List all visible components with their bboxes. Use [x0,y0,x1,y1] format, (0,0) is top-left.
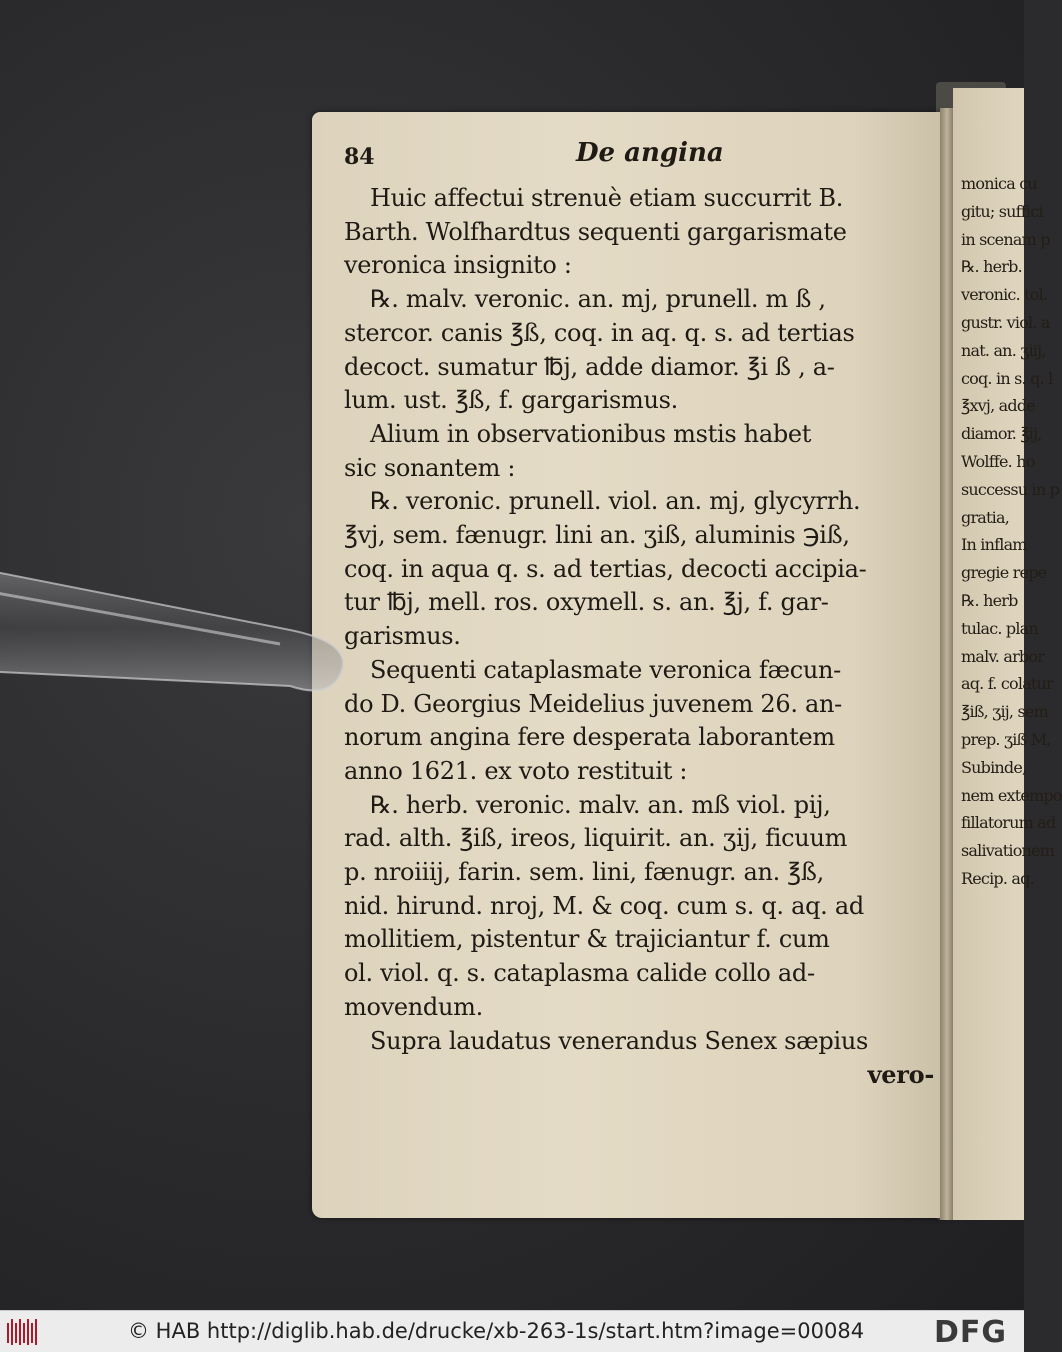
text-line: veronica insignito : [344,251,572,280]
right-page-line: gustr. viol. a [961,312,1050,332]
right-page-line: coq. in s. q. l [961,368,1053,388]
text-line: anno 1621. ex voto restituit : [344,756,688,785]
right-page-line: gregie repe [961,563,1047,583]
text-line: Barth. Wolfhardtus sequenti gargarismate [344,217,847,246]
glass-spatula-icon [0,560,360,710]
right-page-text [953,170,1062,893]
right-page-line: In inflam [961,535,1027,555]
text-line: garismus. [344,622,461,651]
footer-citation: © HAB http://diglib.hab.de/drucke/xb-263-1s/start.htm?image=00084 [128,1319,865,1343]
right-page-line: nat. an. ʒiij, [961,340,1046,360]
body-text [344,182,940,1058]
right-page-line: gitu; suffici [961,201,1043,221]
text-line: Supra laudatus venerandus Senex sæpius [370,1026,869,1055]
dfg-logo: DFG [934,1315,1008,1350]
text-line: ℞. veronic. prunell. viol. an. mj, glycyrrh. [370,487,861,516]
right-page-line: veronic. tol. [961,285,1048,305]
right-page-line: tulac. plan [961,618,1038,638]
hab-logo-icon [6,1317,40,1347]
text-line: ℞. malv. veronic. an. mj, prunell. m ß , [370,285,826,314]
text-line: p. nroiiij, farin. sem. lini, fænugr. an. ℥ß, [344,858,824,887]
text-line: ℥vj, sem. fænugr. lini an. ʒiß, aluminis ℈iß, [344,521,850,550]
text-line: Sequenti cataplasmate veronica fæcun- [370,655,841,684]
page-number: 84 [344,144,375,170]
right-page-line: gratia, [961,507,1010,527]
right-page-line: ℞. herb [961,590,1018,610]
right-page-line: salivationem [961,841,1055,861]
text-line: tur ℔j, mell. ros. oxymell. s. an. ℥j, f. gar- [344,588,829,617]
right-page-line: ℞. herb. [961,257,1022,277]
right-page-line: nem extempo [961,785,1062,805]
right-page-line: ℥iß, ʒij, sem [961,702,1048,722]
right-page-line: Recip. aq. [961,868,1034,888]
footer-bar [0,1310,1024,1352]
right-page-line: Wolffe. ho [961,451,1035,471]
text-line: nid. hirund. nroj, M. & coq. cum s. q. aq. ad [344,891,864,920]
right-page-line: in scenam p [961,229,1050,249]
catchword: vero- [867,1060,934,1090]
right-page [953,88,1062,1220]
running-title: De angina [576,138,724,168]
left-page-text [344,138,940,1092]
text-line: ℞. herb. veronic. malv. an. mß viol. pij, [370,790,831,819]
text-line: mollitiem, pistentur & trajiciantur f. cum [344,925,830,954]
page-header [344,138,940,182]
right-page-line: malv. arbor [961,646,1045,666]
text-line: rad. alth. ℥iß, ireos, liquirit. an. ʒij, ficuum [344,824,848,853]
text-line: do D. Georgius Meidelius juvenem 26. an- [344,689,842,718]
text-line: Alium in observationibus mstis habet [370,419,812,448]
right-page-line: Subinde, [961,757,1027,777]
right-page-line: monica cu [961,174,1037,193]
right-page-line: successu in p [961,479,1060,499]
book-gutter [940,108,954,1220]
text-line: Huic affectui strenuè etiam succurrit B. [370,184,844,212]
text-line: sic sonantem : [344,453,516,482]
text-line: stercor. canis ℥ß, coq. in aq. q. s. ad tertias [344,318,855,347]
text-line: decoct. sumatur ℔j, adde diamor. ℥i ß , a- [344,352,835,381]
text-line: coq. in aqua q. s. ad tertias, decocti accipia- [344,554,867,583]
right-page-line: fillatorum ad [961,813,1056,833]
right-page-line: aq. f. colatur [961,674,1053,694]
right-page-line: ℥xvj, adde [961,396,1035,416]
text-line: ol. viol. q. s. cataplasma calide collo ad- [344,959,815,988]
right-page-line: diamor. ℥ij, [961,424,1042,444]
right-page-line: prep. ʒiß M, [961,729,1051,749]
text-line: norum angina fere desperata laborantem [344,723,835,752]
text-line: movendum. [344,992,483,1021]
text-line: lum. ust. ℥ß, f. gargarismus. [344,386,679,415]
